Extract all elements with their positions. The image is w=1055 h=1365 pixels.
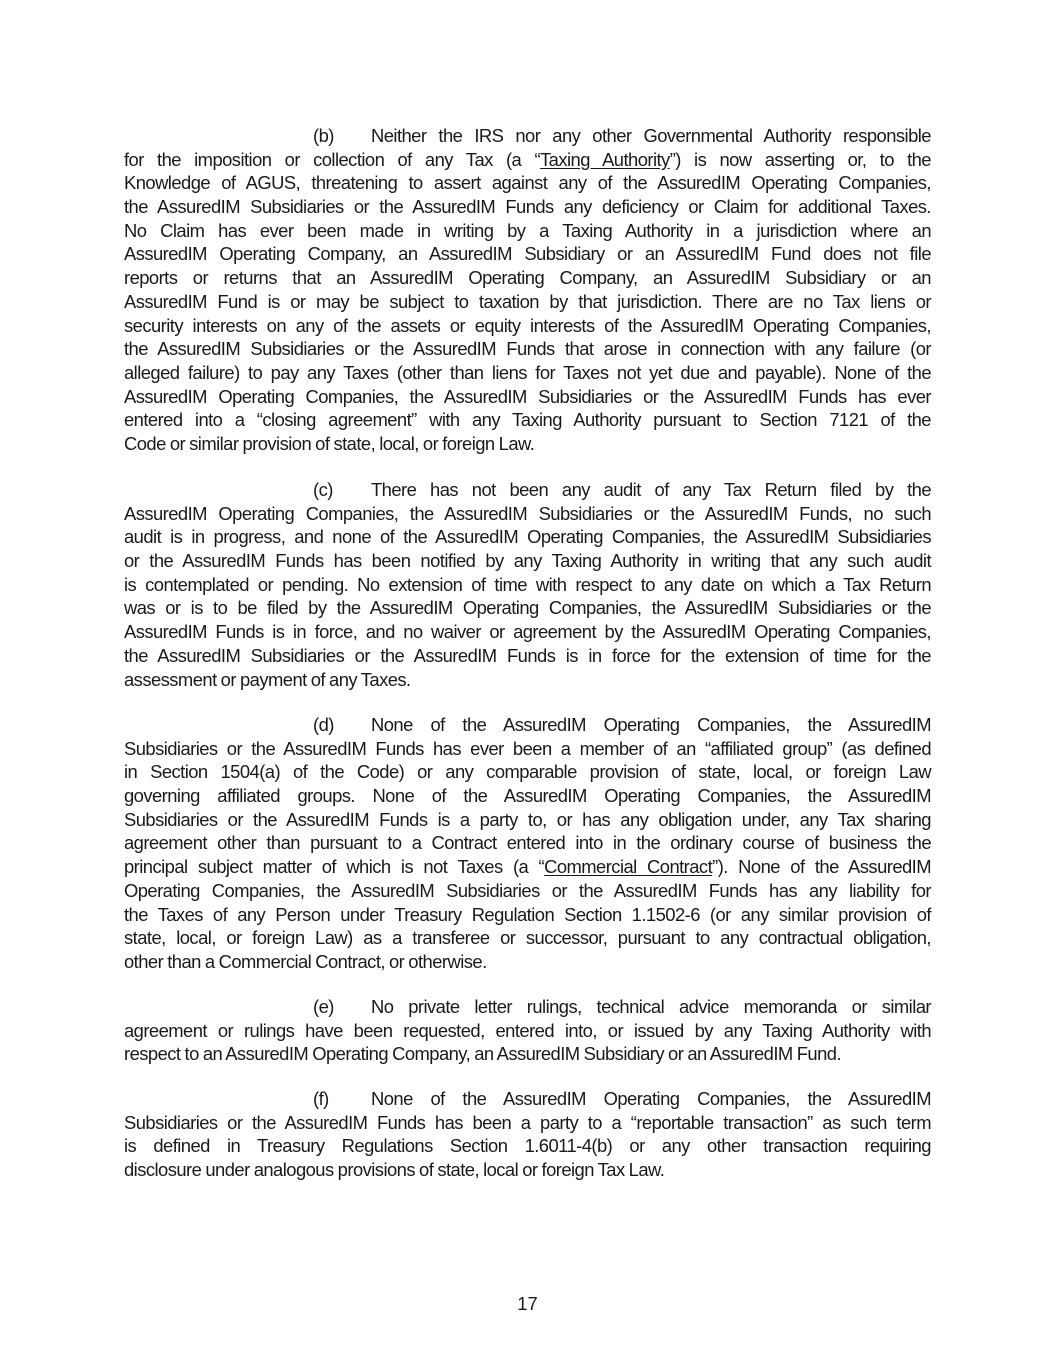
paragraph-line: (f) None of the AssuredIM Operating Companies, the AssuredIM bbox=[313, 1088, 931, 1109]
paragraph-line: agreement other than pursuant to a Contract entered into in the ordinary course of business the bbox=[124, 832, 931, 854]
paragraph-line: for the imposition or collection of any Tax (a “Taxing Authority”) is now asserting or, to the bbox=[124, 148, 931, 170]
paragraph-line: security interests on any of the assets or equity interests of the AssuredIM Operating Companies, bbox=[124, 314, 931, 336]
paragraph-d bbox=[124, 713, 931, 974]
paragraph-line: respect to an AssuredIM Operating Company, an AssuredIM Subsidiary or an AssuredIM Fund. bbox=[124, 1043, 842, 1065]
paragraph-label: (b) bbox=[313, 125, 334, 146]
paragraph-line: agreement or rulings have been requested, entered into, or issued by any Taxing Authority with bbox=[124, 1019, 931, 1041]
paragraph-line: (b) Neither the IRS nor any other Governmental Authority responsible bbox=[313, 125, 931, 146]
paragraph-line: Code or similar provision of state, local, or foreign Law. bbox=[124, 432, 535, 454]
paragraph-line: Operating Companies, the AssuredIM Subsidiaries or the AssuredIM Funds has any liability for bbox=[124, 879, 931, 901]
paragraph-line: reports or returns that an AssuredIM Operating Company, an AssuredIM Subsidiary or an bbox=[124, 267, 931, 289]
defined-term-taxing-authority: Taxing Authority bbox=[540, 148, 670, 170]
paragraph-line: Knowledge of AGUS, threatening to assert against any of the AssuredIM Operating Companies, bbox=[124, 172, 931, 194]
paragraph-line: Subsidiaries or the AssuredIM Funds has ever been a member of an “affiliated group” (as defined bbox=[124, 737, 931, 759]
paragraph-line: No Claim has ever been made in writing by a Taxing Authority in a jurisdiction where an bbox=[124, 219, 931, 241]
paragraph-line: state, local, or foreign Law) as a transferee or successor, pursuant to any contractual obligation, bbox=[124, 927, 931, 949]
paragraph-line: audit is in progress, and none of the AssuredIM Operating Companies, the AssuredIM Subsidiaries bbox=[124, 526, 931, 548]
paragraph-line: alleged failure) to pay any Taxes (other than liens for Taxes not yet due and payable). None of the bbox=[124, 361, 931, 383]
paragraph-line: in Section 1504(a) of the Code) or any comparable provision of state, local, or foreign Law bbox=[124, 761, 931, 783]
paragraph-line: is contemplated or pending. No extension of time with respect to any date on which a Tax Return bbox=[124, 573, 931, 595]
paragraph-line: AssuredIM Funds is in force, and no waiver or agreement by the AssuredIM Operating Companies, bbox=[124, 621, 931, 643]
paragraph-label: (d) bbox=[313, 714, 334, 735]
paragraph-line: was or is to be filed by the AssuredIM Operating Companies, the AssuredIM Subsidiaries or the bbox=[124, 597, 931, 619]
paragraph-line: principal subject matter of which is not Taxes (a “Commercial Contract”). None of the AssuredIM bbox=[124, 856, 932, 878]
defined-term-commercial-contract: Commercial Contract bbox=[544, 856, 713, 878]
paragraph-line: Subsidiaries or the AssuredIM Funds is a party to, or has any obligation under, any Tax sharing bbox=[124, 808, 931, 830]
paragraph-c bbox=[124, 478, 931, 691]
paragraph-e bbox=[124, 995, 931, 1066]
paragraph-label: (c) bbox=[313, 479, 333, 500]
paragraph-line: AssuredIM Operating Companies, the AssuredIM Subsidiaries or the AssuredIM Funds has ever bbox=[124, 385, 931, 407]
paragraph-line: or the AssuredIM Funds has been notified by any Taxing Authority in writing that any such audit bbox=[124, 550, 931, 572]
paragraph-line: disclosure under analogous provisions of state, local or foreign Tax Law. bbox=[124, 1159, 665, 1181]
paragraph-line: assessment or payment of any Taxes. bbox=[124, 668, 411, 690]
paragraph-f bbox=[124, 1087, 931, 1182]
paragraph-line: AssuredIM Operating Company, an AssuredIM Subsidiary or an AssuredIM Fund does not file bbox=[124, 243, 931, 265]
paragraph-line: the Taxes of any Person under Treasury Regulation Section 1.1502-6 (or any similar provision of bbox=[124, 903, 931, 925]
page-number: 17 bbox=[517, 1293, 538, 1314]
paragraph-line: the AssuredIM Subsidiaries or the AssuredIM Funds any deficiency or Claim for additional Taxes. bbox=[124, 196, 931, 218]
paragraph-line: entered into a “closing agreement” with any Taxing Authority pursuant to Section 7121 of the bbox=[124, 409, 931, 431]
paragraph-label: (e) bbox=[313, 996, 334, 1017]
paragraph-line: AssuredIM Fund is or may be subject to taxation by that jurisdiction. There are no Tax liens or bbox=[124, 290, 931, 312]
paragraph-line: (d) None of the AssuredIM Operating Companies, the AssuredIM bbox=[313, 714, 931, 735]
paragraph-line: the AssuredIM Subsidiaries or the AssuredIM Funds is in force for the extension of time for the bbox=[124, 644, 931, 666]
paragraph-line: governing affiliated groups. None of the AssuredIM Operating Companies, the AssuredIM bbox=[124, 785, 931, 807]
paragraph-line: (c) There has not been any audit of any Tax Return filed by the bbox=[313, 479, 931, 500]
paragraph-line: other than a Commercial Contract, or otherwise. bbox=[124, 950, 487, 972]
paragraph-line: (e) No private letter rulings, technical advice memoranda or similar bbox=[313, 996, 931, 1017]
paragraph-line: Subsidiaries or the AssuredIM Funds has been a party to a “reportable transaction” as such term bbox=[124, 1111, 931, 1133]
paragraph-line: AssuredIM Operating Companies, the AssuredIM Subsidiaries or the AssuredIM Funds, no such bbox=[124, 502, 931, 524]
paragraph-label: (f) bbox=[313, 1088, 329, 1109]
paragraph-line: the AssuredIM Subsidiaries or the AssuredIM Funds that arose in connection with any failure (or bbox=[124, 338, 931, 360]
paragraph-b bbox=[124, 124, 931, 456]
paragraph-line: is defined in Treasury Regulations Section 1.6011-4(b) or any other transaction requiring bbox=[124, 1135, 931, 1157]
